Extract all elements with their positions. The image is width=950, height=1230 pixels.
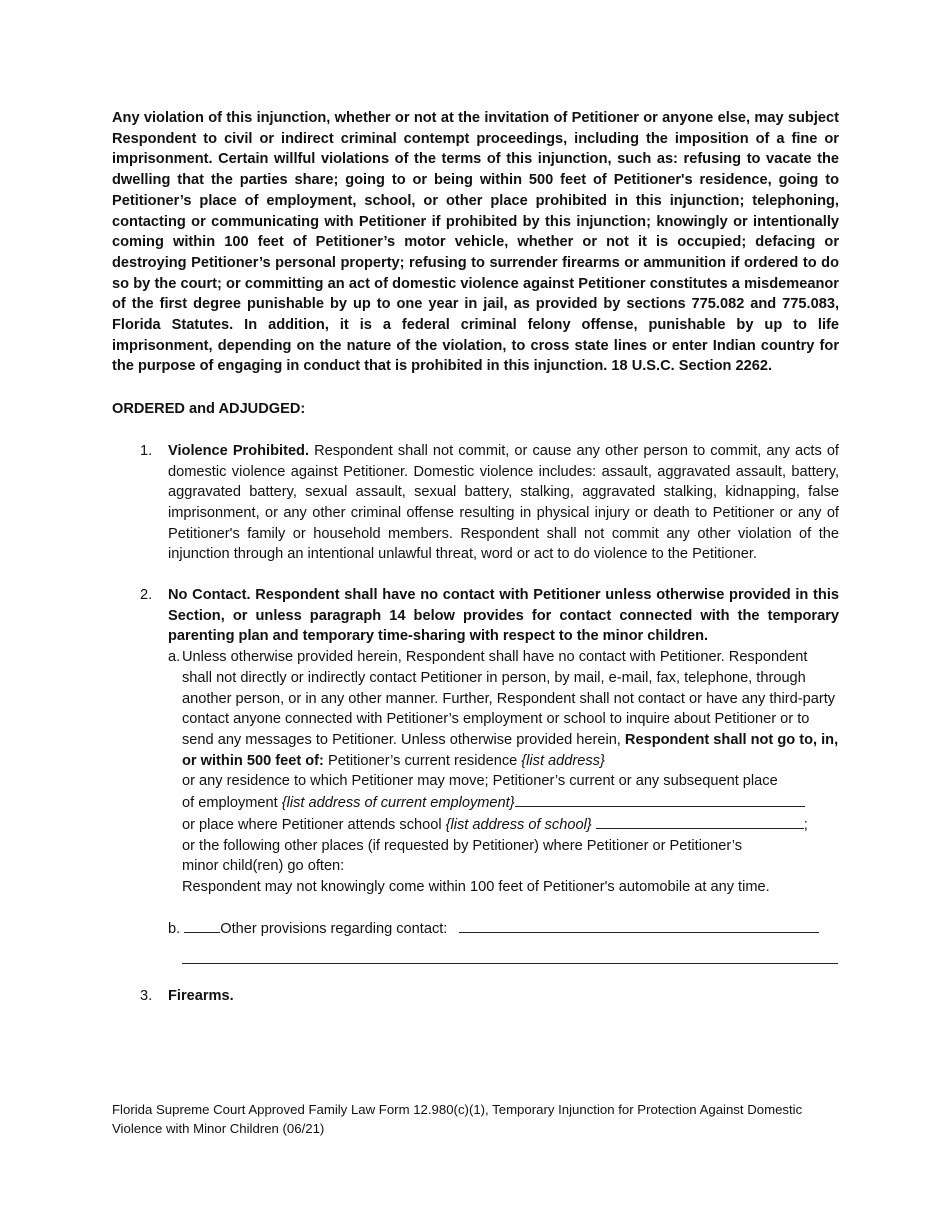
section-title: Violence Prohibited. — [168, 442, 310, 459]
employment-label: of employment — [182, 795, 282, 812]
section-violence-prohibited — [140, 441, 839, 565]
subsection-letter: a. — [168, 649, 181, 666]
school-address-field[interactable]: {list address of school} — [445, 816, 592, 833]
section-heading: No Contact. Respondent shall have no contact with Petitioner unless otherwise provided in this Section, or unless paragraph 14 below provides for contact connected with the temporary parenting plan and temporary time-sharing with respect to the minor children. — [168, 587, 839, 645]
subsection-letter: b. — [168, 920, 181, 937]
document-page — [112, 108, 839, 1007]
other-provisions-label: Other provisions regarding contact: — [220, 920, 448, 937]
residence-text: Petitioner’s current residence — [323, 752, 522, 769]
employment-address-field[interactable]: {list address of current employment} — [281, 795, 515, 812]
section-number: 1. — [140, 442, 153, 459]
school-line — [182, 814, 839, 836]
other-places-line: or the following other places (if requested by Petitioner) where Petitioner or Petitioner’s — [182, 837, 742, 854]
subsection-bold-text: Respondent shall not go to, in, or within 500 feet of: — [182, 731, 839, 769]
section-number: 2. — [140, 587, 153, 604]
section-no-contact — [140, 585, 839, 964]
minor-children-line: minor child(ren) go often: — [182, 858, 345, 875]
school-label: or place where Petitioner attends school — [182, 816, 446, 833]
violation-warning: Any violation of this injunction, whether or not at the invitation of Petitioner or anyone else, may subject Respondent to civil or indirect criminal contempt proceedings, including the imposition of a fine or imprisonment. Certain willful violations of the terms of this injunction, such as: refusing to vacate the dwelling that the parties share; going to or being within 500 feet of Petitioner's residence, going to Petitioner’s place of employment, school, or other place prohibited in this injunction; telephoning, contacting or communicating with Petitioner if prohibited by this injunction; knowingly or intentionally coming within 100 feet of Petitioner’s motor vehicle, whether or not it is occupied; defacing or destroying Petitioner’s personal property; refusing to surrender firearms or ammunition if ordered to do so by the court; or committing an act of domestic violence against Petitioner constitutes a misdemeanor of the first degree punishable by up to one year in jail, as provided by sections 775.082 and 775.083, Florida Statutes. In addition, it is a federal criminal felony offense, punishable by up to life imprisonment, depending on the nature of the violation, to cross state lines or enter Indian country for the purpose of engaging in conduct that is prohibited in this injunction. 18 U.S.C. Section 2262. — [112, 110, 839, 375]
other-provisions-field[interactable] — [459, 918, 819, 933]
other-provisions-continuation-line[interactable] — [182, 963, 838, 964]
vehicle-line: Respondent may not knowingly come within 100 feet of Petitioner's automobile at any time. — [182, 878, 770, 895]
residence-address-field[interactable]: {list address} — [521, 752, 605, 769]
section-number: 3. — [140, 988, 153, 1005]
subsection-b — [168, 918, 839, 940]
employment-blank[interactable] — [515, 792, 805, 807]
employment-line — [182, 792, 839, 814]
subsection-text: Unless otherwise provided herein, Respondent shall have no contact with Petitioner. Respondent shall not directly or indirectly contact Petitioner in person, by mail, e-mail, fax, telephone, through another person, or in any other manner. Further, Respondent shall not contact or have any third-party contact anyone connected with Petitioner’s employment or school to inquire about Petitioner or to send any messages to Petitioner. Unless otherwise provided herein, — [182, 649, 836, 748]
school-blank[interactable] — [596, 814, 804, 829]
section-text: Respondent shall not commit, or cause any other person to commit, any acts of domestic violence against Petitioner. Domestic violence includes: assault, aggravated assault, battery, aggravated battery, sexual assault, sexual battery, stalking, aggravated stalking, kidnapping, false imprisonment, or any other criminal offense resulting in physical injury or death to Petitioner or any of Petitioner's family or household members. Respondent shall not commit any other violation of the injunction through an intentional unlawful threat, word or act to do violence to the Petitioner. — [168, 442, 839, 563]
ordered-heading: ORDERED and ADJUDGED: — [112, 401, 306, 418]
other-provisions-checkbox-blank[interactable] — [184, 918, 220, 933]
subsection-a-body — [182, 647, 839, 771]
section-firearms — [140, 986, 839, 1007]
section-title: Firearms. — [168, 988, 234, 1005]
school-semicolon: ; — [803, 816, 808, 833]
section-body — [168, 441, 839, 565]
moves-line: or any residence to which Petitioner may move; Petitioner’s current or any subsequent place — [182, 773, 778, 790]
subsection-a — [168, 647, 839, 897]
form-footer: Florida Supreme Court Approved Family Law Form 12.980(c)(1), Temporary Injunction for Protection Against Domestic Violence with Minor Children (06/21) — [112, 1102, 803, 1136]
